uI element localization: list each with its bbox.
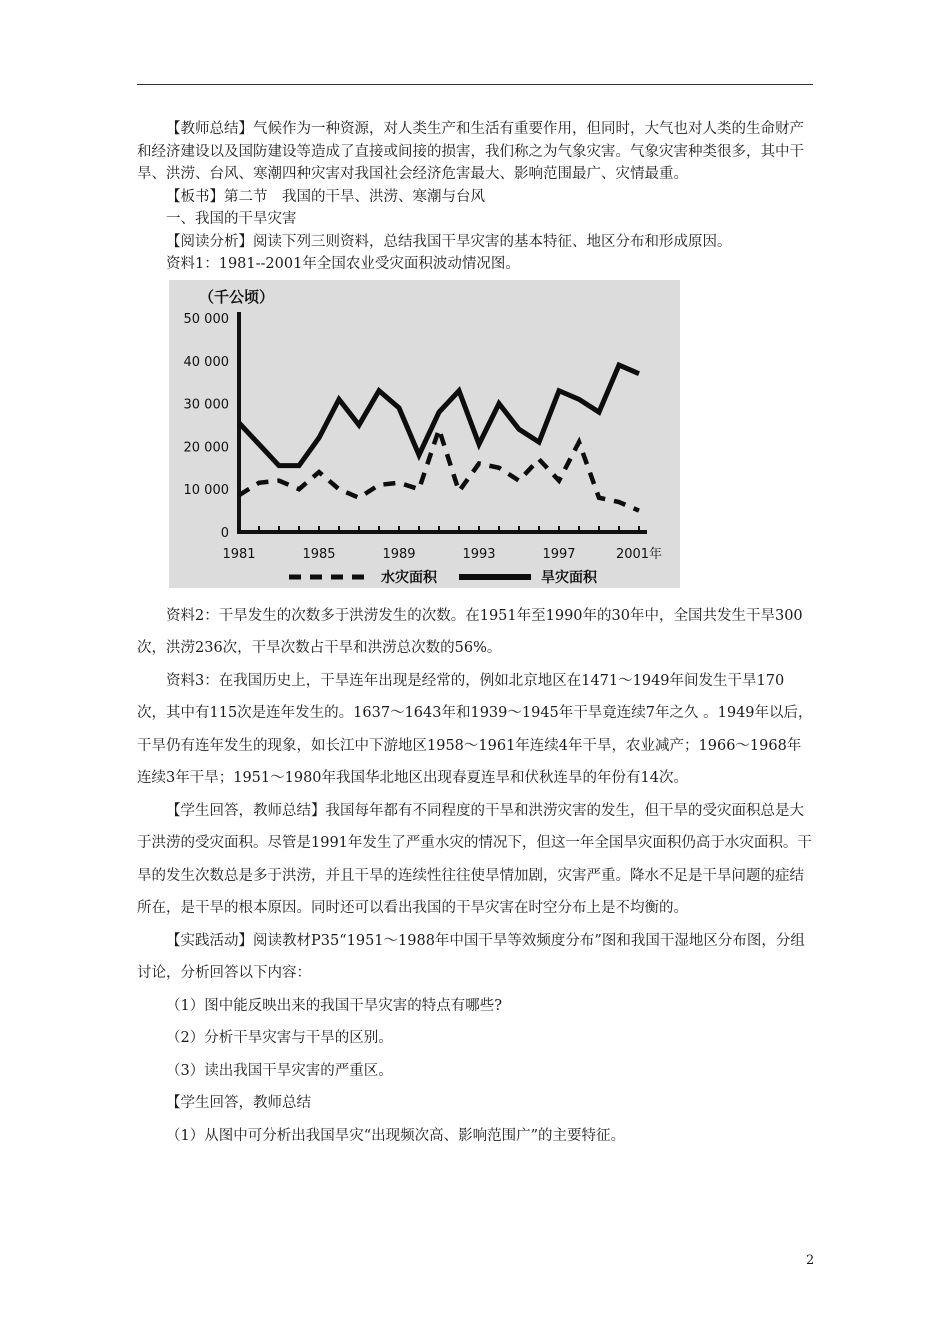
x-tick-label: 2001年 (615, 546, 663, 562)
student-answer-summary: 【学生回答，教师总结】我国每年都有不同程度的干旱和洪涝灾害的发生，但干旱的受灾面积总是大于洪涝的受灾面积。尽管是1991年发生了严重水灾的情况下，但这一年全国旱灾面积仍高于水灾面积。干旱的发生次数总是多于洪涝，并且干旱的连续性往往使旱情加剧，灾害严重。降水不足是干旱问题的症结所在，是干旱的根本原因。同时还可以看出我国的干旱灾害在时空分布上是不均衡的。 (137, 802, 812, 916)
section-heading: 一、我国的干旱灾害 (166, 211, 297, 227)
y-tick-label: 0 (220, 525, 229, 541)
question-1: （1）图中能反映出来的我国干旱灾害的特点有哪些? (166, 997, 502, 1014)
student-answer-heading: 【学生回答，教师总结 (166, 1095, 311, 1111)
x-tick-label: 1993 (462, 546, 496, 562)
chart-svg (169, 280, 680, 588)
board-title: 【板书】第二节 我国的干旱、洪涝、寒潮与台风 (166, 188, 485, 205)
x-tick-label: 1989 (382, 546, 416, 562)
x-tick-label: 1985 (302, 546, 336, 562)
practice-activity: 【实践活动】阅读教材P35“1951～1988年中国干旱等效频度分布”图和我国干湿地区分布图，分组讨论，分析回答以下内容： (137, 932, 805, 981)
y-tick-labels (184, 312, 230, 541)
reading-analysis-paragraph: 【阅读分析】阅读下列三则资料，总结我国干旱灾害的基本特征、地区分布和形成原因。 (166, 233, 732, 250)
chart-legend (289, 569, 598, 586)
material-3-paragraph: 资料3：在我国历史上，干旱连年出现是经常的，例如北京地区在1471～1949年间发生干旱170次，其中有115次是连年发生的。1637～1643年和1939～1945年干旱竟连续7年之久 。1949年以后，干旱仍有连年发生的现象，如长江中下游地区1958～1961年连续4年干旱，农业减产；1966～1968年连续3年干旱；1951～1980年我国华北地区出现春夏连旱和伏秋连旱的年份有14次。 (137, 672, 813, 786)
chart-axes (237, 312, 647, 532)
y-unit-label: （千公顷） (199, 287, 275, 306)
drought-area-line (239, 365, 639, 466)
y-tick-label: 10 000 (183, 482, 229, 498)
flood-area-line (239, 429, 639, 510)
y-tick-label: 20 000 (183, 439, 229, 455)
chart-series (239, 365, 639, 511)
y-tick-label: 30 000 (183, 397, 229, 413)
question-2: （2）分析干旱灾害与干旱的区别。 (166, 1030, 393, 1046)
teacher-summary-paragraph: 【教师总结】气候作为一种资源，对人类生产和生活有重要作用，但同时，大气也对人类的生命财产和经济建设以及国防建设等造成了直接或间接的损害，我们称之为气象灾害。气象灾害种类很多，其中干旱、洪涝、台风、寒潮四种灾害对我国社会经济危害最大、影响范围最广、灾情最重。 (137, 121, 804, 182)
page-content (137, 118, 813, 1152)
question-3: （3）读出我国干旱灾害的严重区。 (166, 1062, 393, 1079)
x-tick-label: 1997 (542, 546, 576, 562)
disaster-area-chart (169, 280, 680, 588)
x-tick-labels (222, 546, 662, 562)
x-tick-label: 1981 (222, 546, 256, 562)
y-tick-label: 40 000 (183, 354, 229, 370)
material-2-paragraph: 资料2：干旱发生的次数多于洪涝发生的次数。在1951年至1990年的30年中，全国共发生干旱300次，洪涝236次，干旱次数占干旱和洪涝总次数的56%。 (137, 607, 803, 656)
header-rule (137, 84, 813, 85)
intro-section (137, 118, 813, 276)
legend-flood-label: 水灾面积 (381, 569, 437, 586)
answer-1: （1）从图中可分析出我国旱灾“出现频次高、影响范围广”的主要特征。 (166, 1127, 626, 1144)
page-number: 2 (806, 1253, 815, 1268)
material-1-caption: 资料1：1981--2001年全国农业受灾面积波动情况图。 (166, 256, 520, 272)
legend-drought-label: 旱灾面积 (541, 569, 597, 586)
materials-section (137, 600, 813, 1153)
y-tick-label: 50 000 (183, 311, 229, 327)
